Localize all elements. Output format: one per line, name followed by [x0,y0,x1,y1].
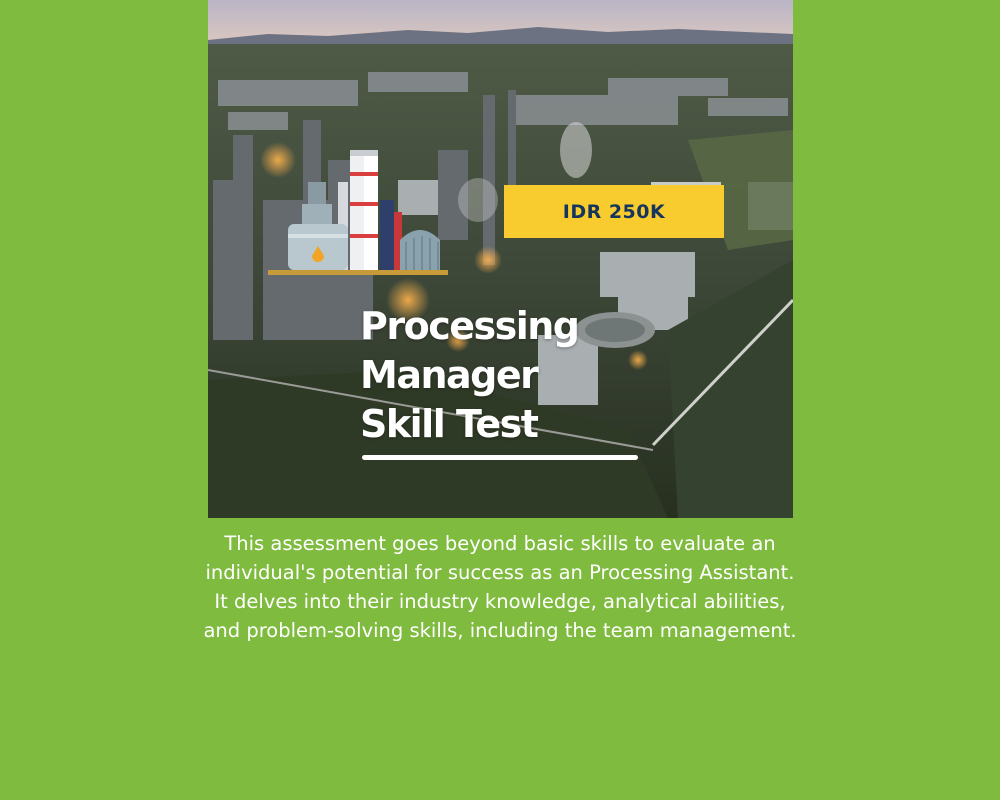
page-title [360,302,579,449]
title-line: Manager [360,353,538,397]
title-line: Skill Test [360,402,538,446]
price-badge: IDR 250K [504,185,724,238]
title-line: Processing [360,304,579,348]
description-text: This assessment goes beyond basic skills to evaluate an individual's potential for success as an Processing Assistant. It delves into their industry knowledge, analytical abilities, and problem-solving skills, including the team management. [203,532,797,642]
industrial-plant-icon [268,142,448,280]
hero-banner [208,0,793,518]
title-underline [362,455,638,460]
